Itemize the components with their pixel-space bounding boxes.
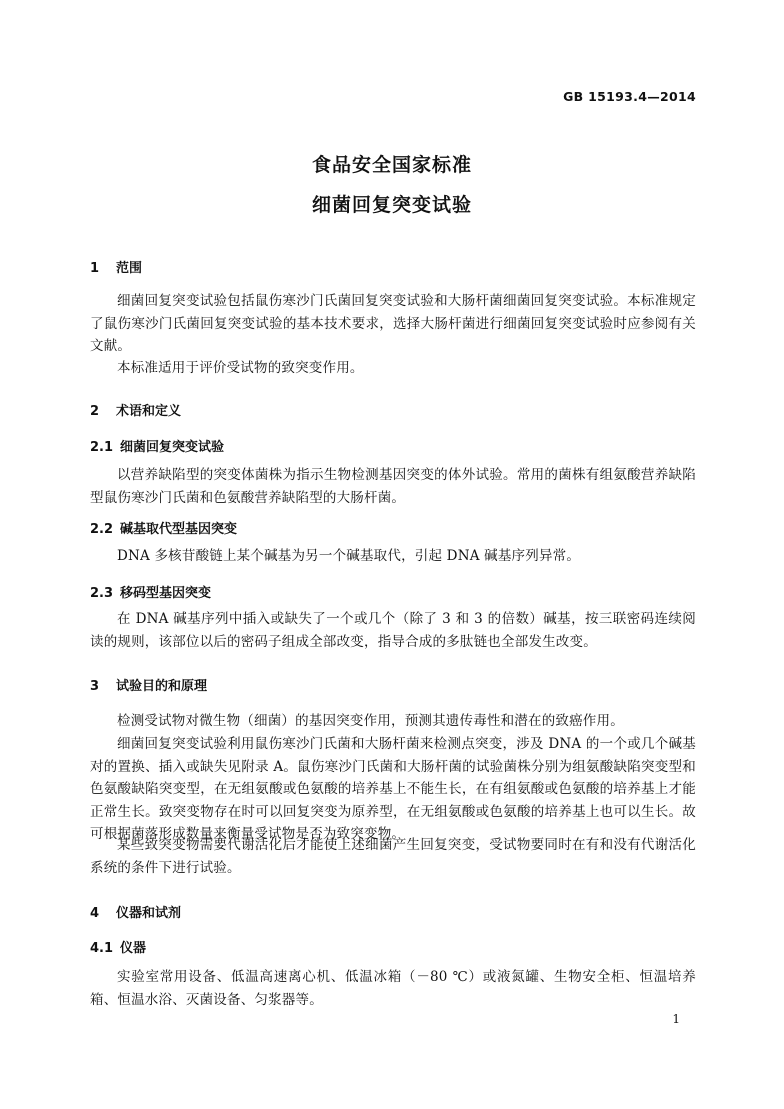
section-number: 2 <box>90 404 100 419</box>
section-2-2-heading <box>90 518 237 537</box>
section-title: 术语和定义 <box>116 404 182 419</box>
section-4-heading <box>90 902 181 921</box>
document-subtitle: 细菌回复突变试验 <box>311 194 472 216</box>
section-number: 4 <box>90 906 100 921</box>
section-2-heading <box>90 400 181 419</box>
section-number: 2.2 <box>90 522 114 537</box>
section-title: 细菌回复突变试验 <box>120 440 225 455</box>
page-number: 1 <box>672 1012 680 1026</box>
section-2-3-heading <box>90 582 211 601</box>
section-2-1-heading <box>90 436 224 455</box>
section-title: 仪器和试剂 <box>116 906 182 921</box>
section-title: 碱基取代型基因突变 <box>120 522 238 537</box>
section-2-1-paragraph: 以营养缺陷型的突变体菌株为指示生物检测基因突变的体外试验。常用的菌株有组氨酸营养缺陷型鼠伤寒沙门氏菌和色氨酸营养缺陷型的大肠杆菌。 <box>90 467 696 506</box>
section-number: 2.1 <box>90 440 114 455</box>
section-3-heading <box>90 675 207 694</box>
document-title: 食品安全国家标准 <box>311 154 472 176</box>
section-number: 1 <box>90 261 100 276</box>
section-1-paragraph-2: 本标准适用于评价受试物的致突变作用。 <box>117 360 364 376</box>
section-3-paragraph-1: 检测受试物对微生物（细菌）的基因突变作用，预测其遗传毒性和潜在的致癌作用。 <box>117 713 624 729</box>
section-3-paragraph-3: 某些致突变物需要代谢活化后才能使上述细菌产生回复突变，受试物要同时在有和没有代谢活化系统的条件下进行试验。 <box>90 837 696 876</box>
section-3-paragraph-2: 细菌回复突变试验利用鼠伤寒沙门氏菌和大肠杆菌来检测点突变，涉及 DNA 的一个或几个碱基对的置换、插入或缺失见附录 A。鼠伤寒沙门氏菌和大肠杆菌的试验菌株分别为组氨酸缺陷突变型和色氨酸缺陷突变型，在无组氨酸或色氨酸的培养基上不能生长，在有组氨酸或色氨酸的培养基上才能正常生长。致突变物存在时可以回复突变为原养型，在无组氨酸或色氨酸的培养基上也可以生长。故可根据菌落形成数量来衡量受试物是否为致突变物。 <box>90 736 696 842</box>
section-4-1-heading <box>90 937 146 956</box>
section-title: 仪器 <box>120 941 147 956</box>
section-title: 范围 <box>116 261 143 276</box>
section-4-1-paragraph: 实验室常用设备、低温高速离心机、低温冰箱（－80 ℃）或液氮罐、生物安全柜、恒温培养箱、恒温水浴、灭菌设备、匀浆器等。 <box>90 969 696 1008</box>
section-1-heading <box>90 257 142 276</box>
section-2-2-paragraph: DNA 多核苷酸链上某个碱基为另一个碱基取代，引起 DNA 碱基序列异常。 <box>117 548 581 564</box>
standard-code: GB 15193.4—2014 <box>563 89 696 104</box>
section-1-paragraph-1: 细菌回复突变试验包括鼠伤寒沙门氏菌回复突变试验和大肠杆菌细菌回复突变试验。本标准规定了鼠伤寒沙门氏菌回复突变试验的基本技术要求，选择大肠杆菌进行细菌回复突变试验时应参阅有关文献。 <box>90 293 696 354</box>
section-number: 4.1 <box>90 941 114 956</box>
section-number: 2.3 <box>90 586 114 601</box>
section-2-3-paragraph: 在 DNA 碱基序列中插入或缺失了一个或几个（除了 3 和 3 的倍数）碱基，按三联密码连续阅读的规则，该部位以后的密码子组成全部改变，指导合成的多肽链也全部发生改变。 <box>90 611 696 650</box>
section-number: 3 <box>90 679 100 694</box>
section-title: 试验目的和原理 <box>116 679 208 694</box>
section-title: 移码型基因突变 <box>120 586 212 601</box>
